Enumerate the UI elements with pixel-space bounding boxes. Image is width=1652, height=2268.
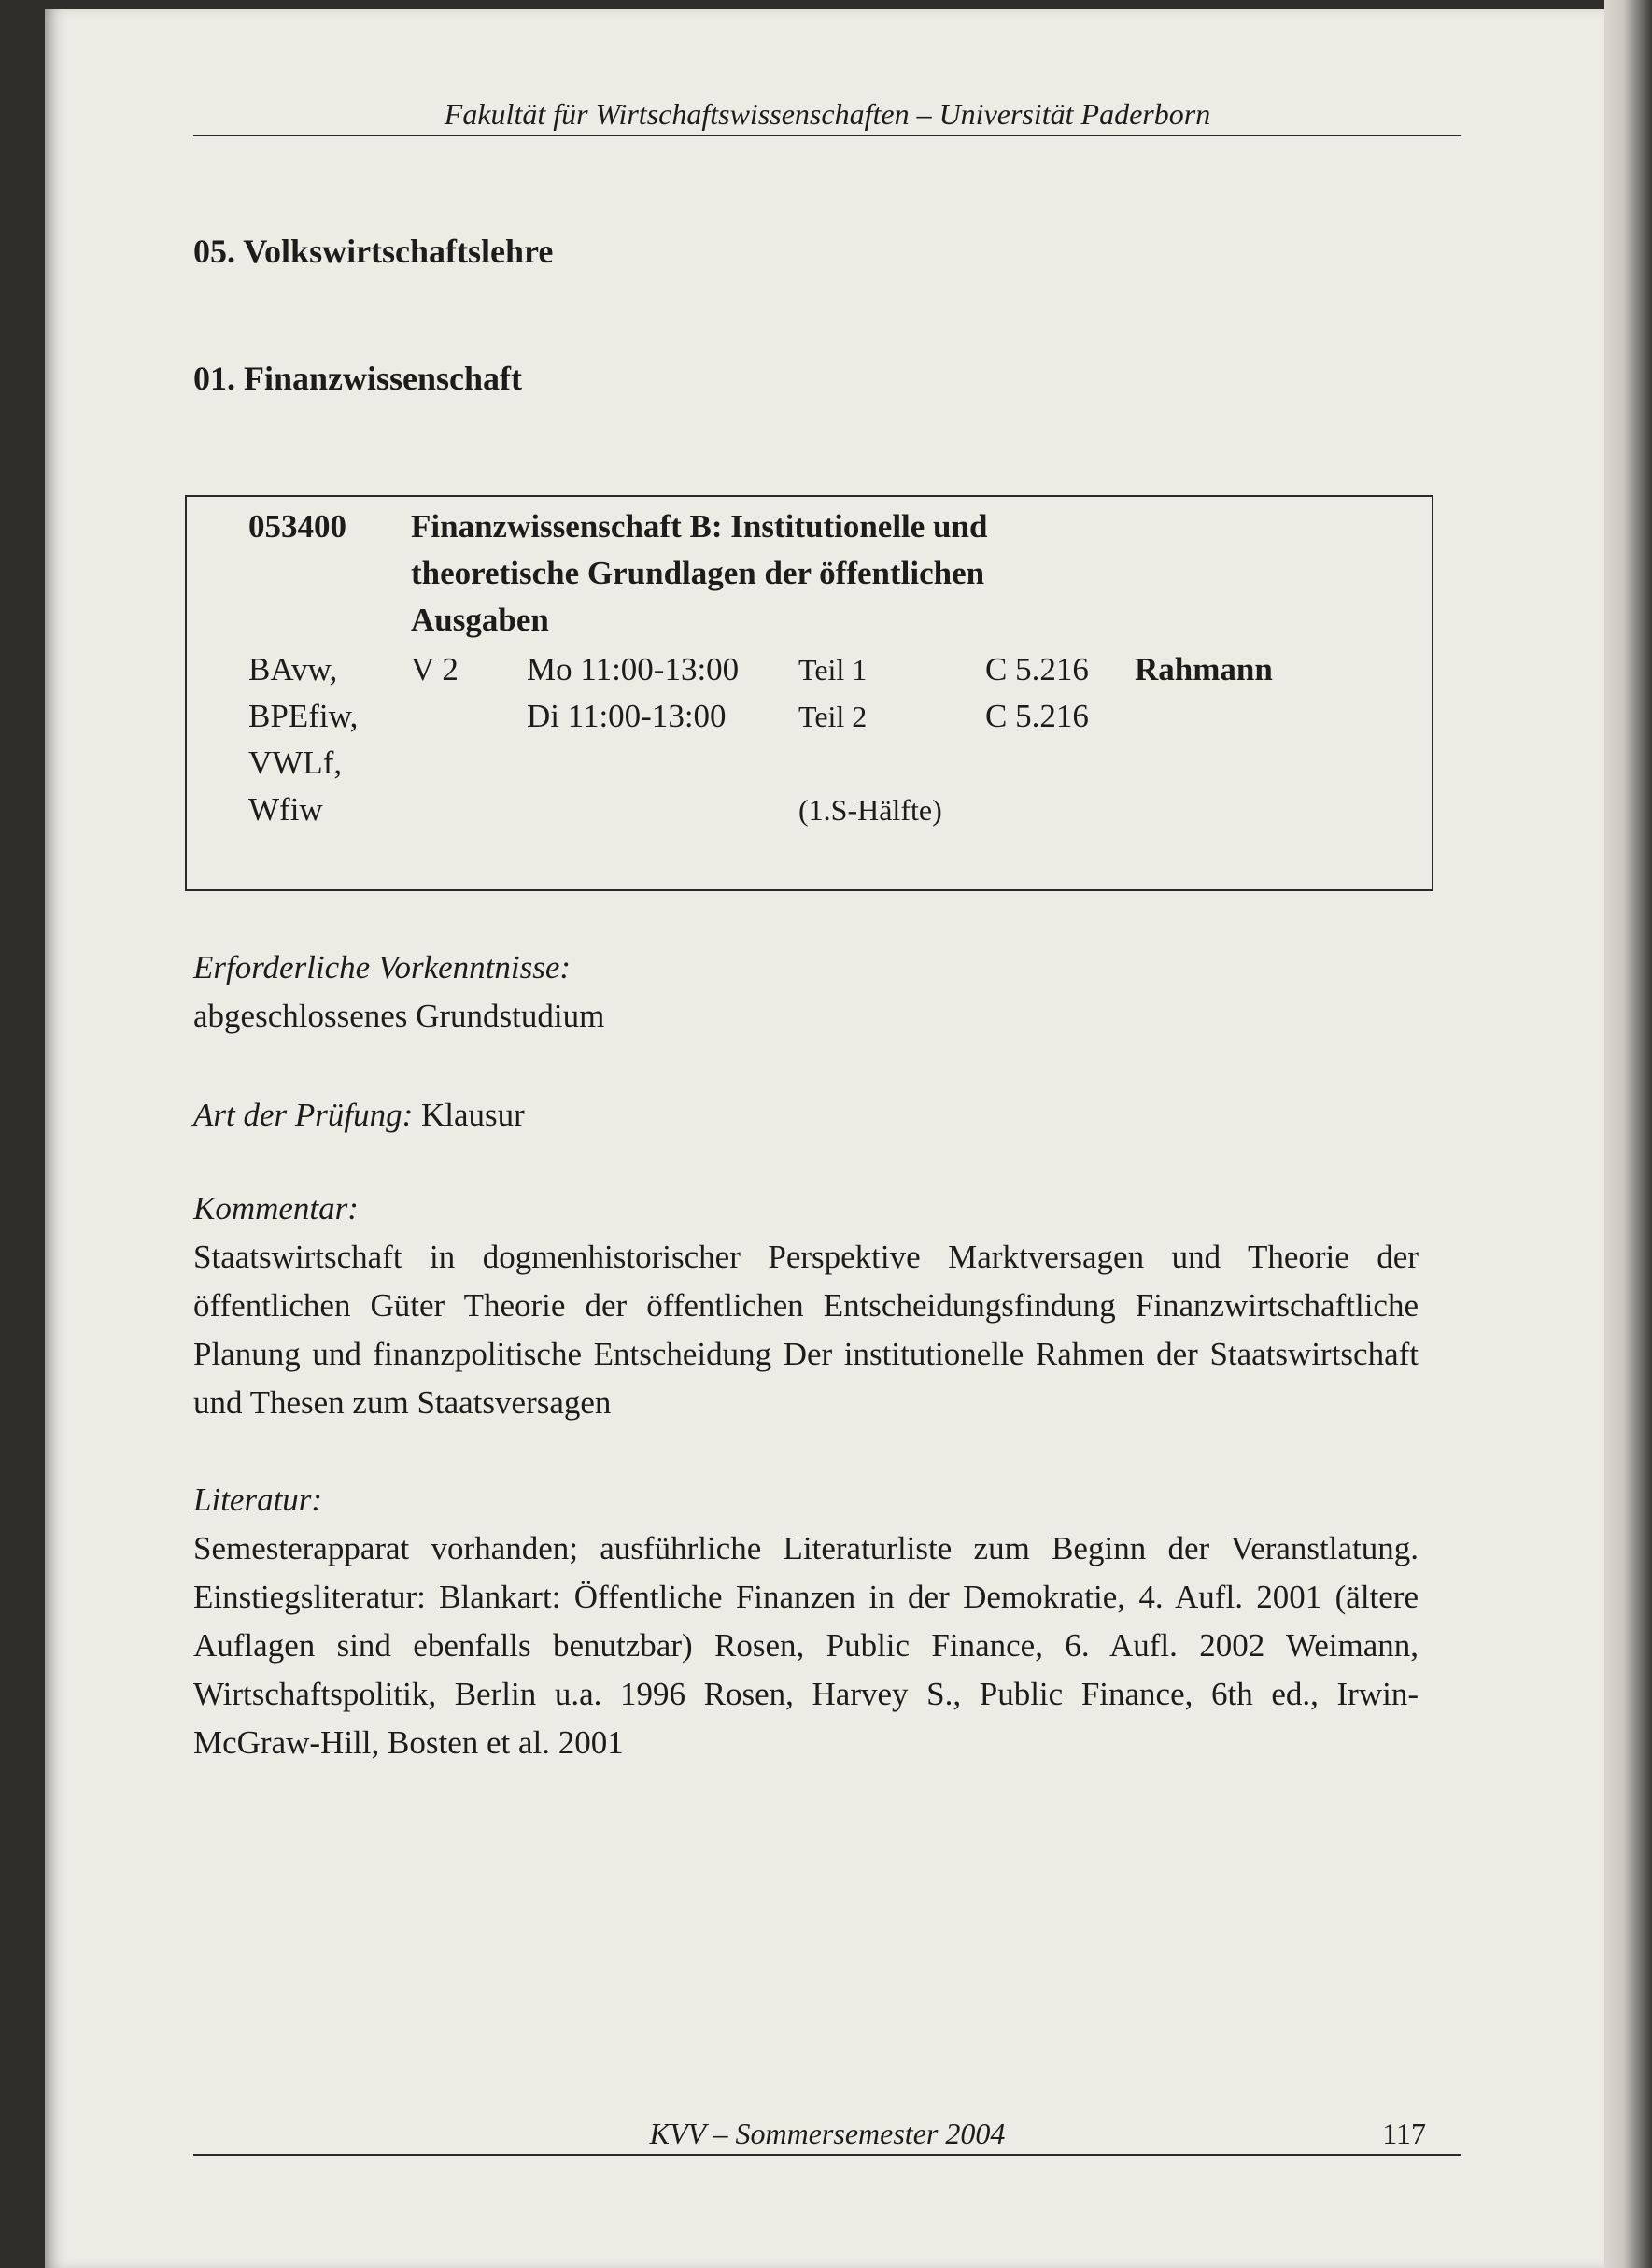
session-part: Teil 1 xyxy=(798,653,868,687)
session-room: C 5.216 xyxy=(985,651,1089,687)
section-title: 05. Volkswirtschaftslehre xyxy=(193,233,554,270)
course-box xyxy=(185,495,1433,891)
course-title-line: Ausgaben xyxy=(411,602,549,638)
session-room: C 5.216 xyxy=(985,698,1089,734)
comment-label: Kommentar: xyxy=(193,1190,359,1226)
semester-half: (1.S-Hälfte) xyxy=(798,793,942,827)
program: BPEfiw, xyxy=(248,698,359,734)
literature xyxy=(193,1476,1419,1767)
session-time: Mo 11:00-13:00 xyxy=(527,651,740,687)
lecturer: Rahmann xyxy=(1135,651,1273,687)
page-number: 117 xyxy=(1382,2117,1426,2150)
course-type: V 2 xyxy=(411,651,459,687)
comment-text: Staatswirtschaft in dogmenhistorischer Perspektive Marktversagen und Theorie der öffentlichen Güter Theorie der öffentlichen Entscheidungsfindung Finanzwirtschaftliche Planung und finanzpolitische Entscheidung Der institutionelle Rahmen der Staatswirtschaft und Thesen zum Staatsversagen xyxy=(193,1239,1419,1421)
comment xyxy=(193,1184,1419,1427)
footer-title: KVV – Sommersemester 2004 xyxy=(649,2117,1006,2150)
session-part: Teil 2 xyxy=(798,700,868,733)
subsection-title: 01. Finanzwissenschaft xyxy=(193,360,523,397)
exam-label: Art der Prüfung: xyxy=(193,1097,414,1133)
program: Wfiw xyxy=(248,791,323,828)
page-footer xyxy=(193,2113,1461,2156)
page-header: Fakultät für Wirtschaftswissenschaften – Universität Paderborn xyxy=(193,93,1461,136)
course-title-line: theoretische Grundlagen der öffentlichen xyxy=(411,555,985,591)
program: VWLf, xyxy=(248,744,343,781)
prerequisites-text: abgeschlossenes Grundstudium xyxy=(193,998,605,1034)
page-edge xyxy=(1604,0,1652,2268)
session-time: Di 11:00-13:00 xyxy=(527,698,727,734)
prerequisites xyxy=(193,943,1419,1041)
exam-text: Klausur xyxy=(421,1097,525,1133)
exam xyxy=(193,1091,1419,1140)
program: BAvw, xyxy=(248,651,338,687)
literature-label: Literatur: xyxy=(193,1481,323,1518)
course-title-line: Finanzwissenschaft B: Institutionelle und xyxy=(411,508,988,545)
prerequisites-label: Erforderliche Vorkenntnisse: xyxy=(193,949,572,985)
course-number: 053400 xyxy=(248,508,346,545)
literature-text: Semesterapparat vorhanden; ausführliche Literaturliste zum Beginn der Veranstlatung. Einstiegsliteratur: Blankart: Öffentliche Finanzen in der Demokratie, 4. Aufl. 2001 (ältere Auflagen sind ebenfalls benutzbar) Rosen, Public Finance, 6. Aufl. 2002 Weimann, Wirtschaftspolitik, Berlin u.a. 1996 Rosen, Harvey S., Public Finance, 6th ed., Irwin-McGraw-Hill, Bosten et al. 2001 xyxy=(193,1530,1419,1761)
